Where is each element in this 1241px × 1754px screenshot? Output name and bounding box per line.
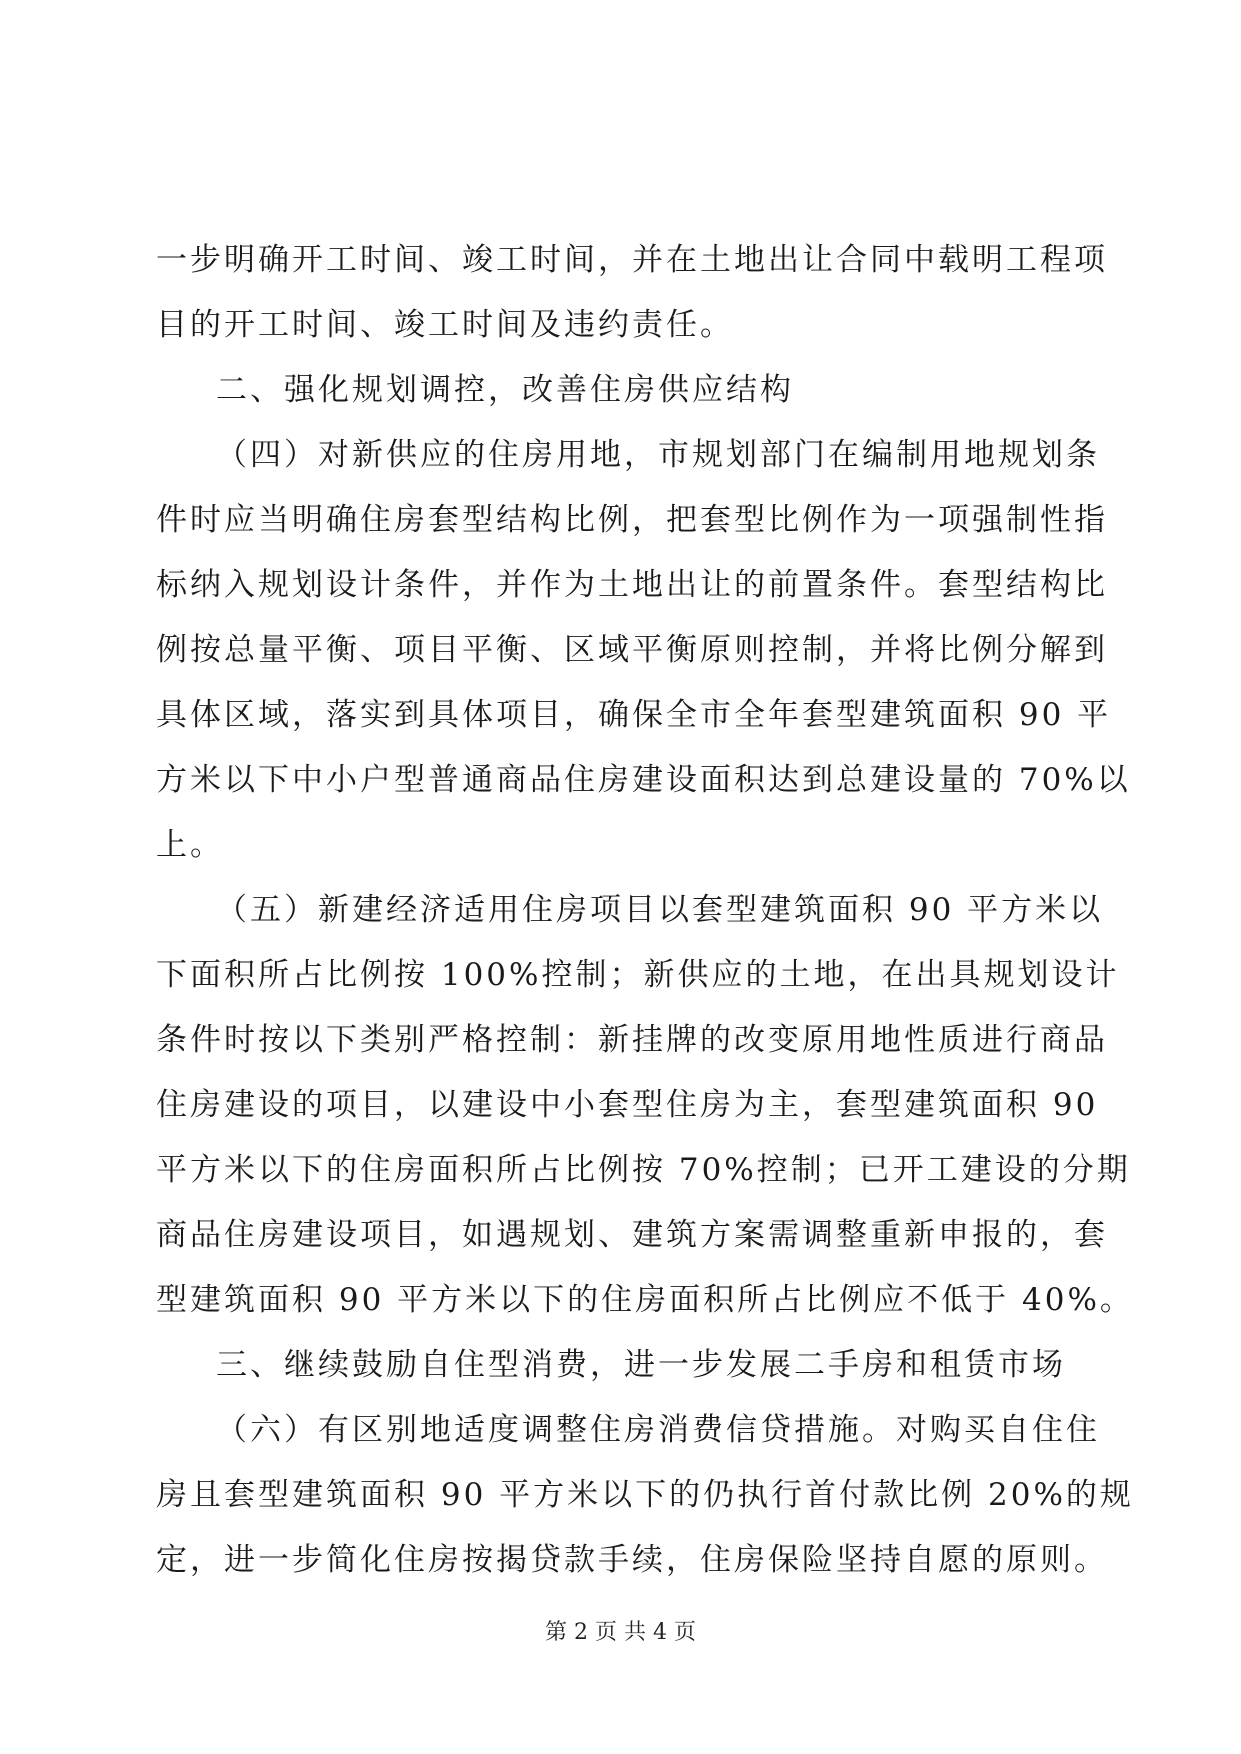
paragraph-line: （四）对新供应的住房用地，市规划部门在编制用地规划条 bbox=[216, 437, 1100, 473]
paragraph-line: 平方米以下的住房面积所占比例按 70%控制；已开工建设的分期 bbox=[156, 1152, 1131, 1188]
paragraph-line: （六）有区别地适度调整住房消费信贷措施。对购买自住住 bbox=[216, 1412, 1100, 1448]
paragraph-line: 方米以下中小户型普通商品住房建设面积达到总建设量的 70%以 bbox=[156, 762, 1131, 798]
paragraph-line: 具体区域，落实到具体项目，确保全市全年套型建筑面积 90 平 bbox=[156, 697, 1112, 733]
paragraph-line: 住房建设的项目，以建设中小套型住房为主，套型建筑面积 90 bbox=[156, 1087, 1099, 1123]
paragraph-line: 上。 bbox=[156, 827, 224, 863]
paragraph-line: （五）新建经济适用住房项目以套型建筑面积 90 平方米以 bbox=[216, 892, 1104, 928]
paragraph-line: 房且套型建筑面积 90 平方米以下的仍执行首付款比例 20%的规 bbox=[156, 1477, 1134, 1513]
page-number-footer: 第 2 页 共 4 页 bbox=[545, 1620, 696, 1645]
document-body bbox=[156, 228, 1134, 1593]
paragraph-line: 件时应当明确住房套型结构比例，把套型比例作为一项强制性指 bbox=[156, 502, 1108, 538]
section-heading-3: 三、继续鼓励自住型消费，进一步发展二手房和租赁市场 bbox=[216, 1347, 1066, 1383]
paragraph-line: 目的开工时间、竣工时间及违约责任。 bbox=[156, 307, 734, 343]
paragraph-line: 下面积所占比例按 100%控制；新供应的土地，在出具规划设计 bbox=[156, 957, 1120, 993]
paragraph-line: 条件时按以下类别严格控制：新挂牌的改变原用地性质进行商品 bbox=[156, 1022, 1108, 1058]
paragraph-line: 定，进一步简化住房按揭贷款手续，住房保险坚持自愿的原则。 bbox=[156, 1542, 1108, 1578]
section-heading-2: 二、强化规划调控，改善住房供应结构 bbox=[216, 372, 794, 408]
paragraph-line: 例按总量平衡、项目平衡、区域平衡原则控制，并将比例分解到 bbox=[156, 632, 1108, 668]
paragraph-line: 商品住房建设项目，如遇规划、建筑方案需调整重新申报的，套 bbox=[156, 1217, 1108, 1253]
paragraph-line: 型建筑面积 90 平方米以下的住房面积所占比例应不低于 40%。 bbox=[156, 1282, 1134, 1318]
paragraph-line: 一步明确开工时间、竣工时间，并在土地出让合同中载明工程项 bbox=[156, 242, 1108, 278]
paragraph-line: 标纳入规划设计条件，并作为土地出让的前置条件。套型结构比 bbox=[156, 567, 1108, 603]
